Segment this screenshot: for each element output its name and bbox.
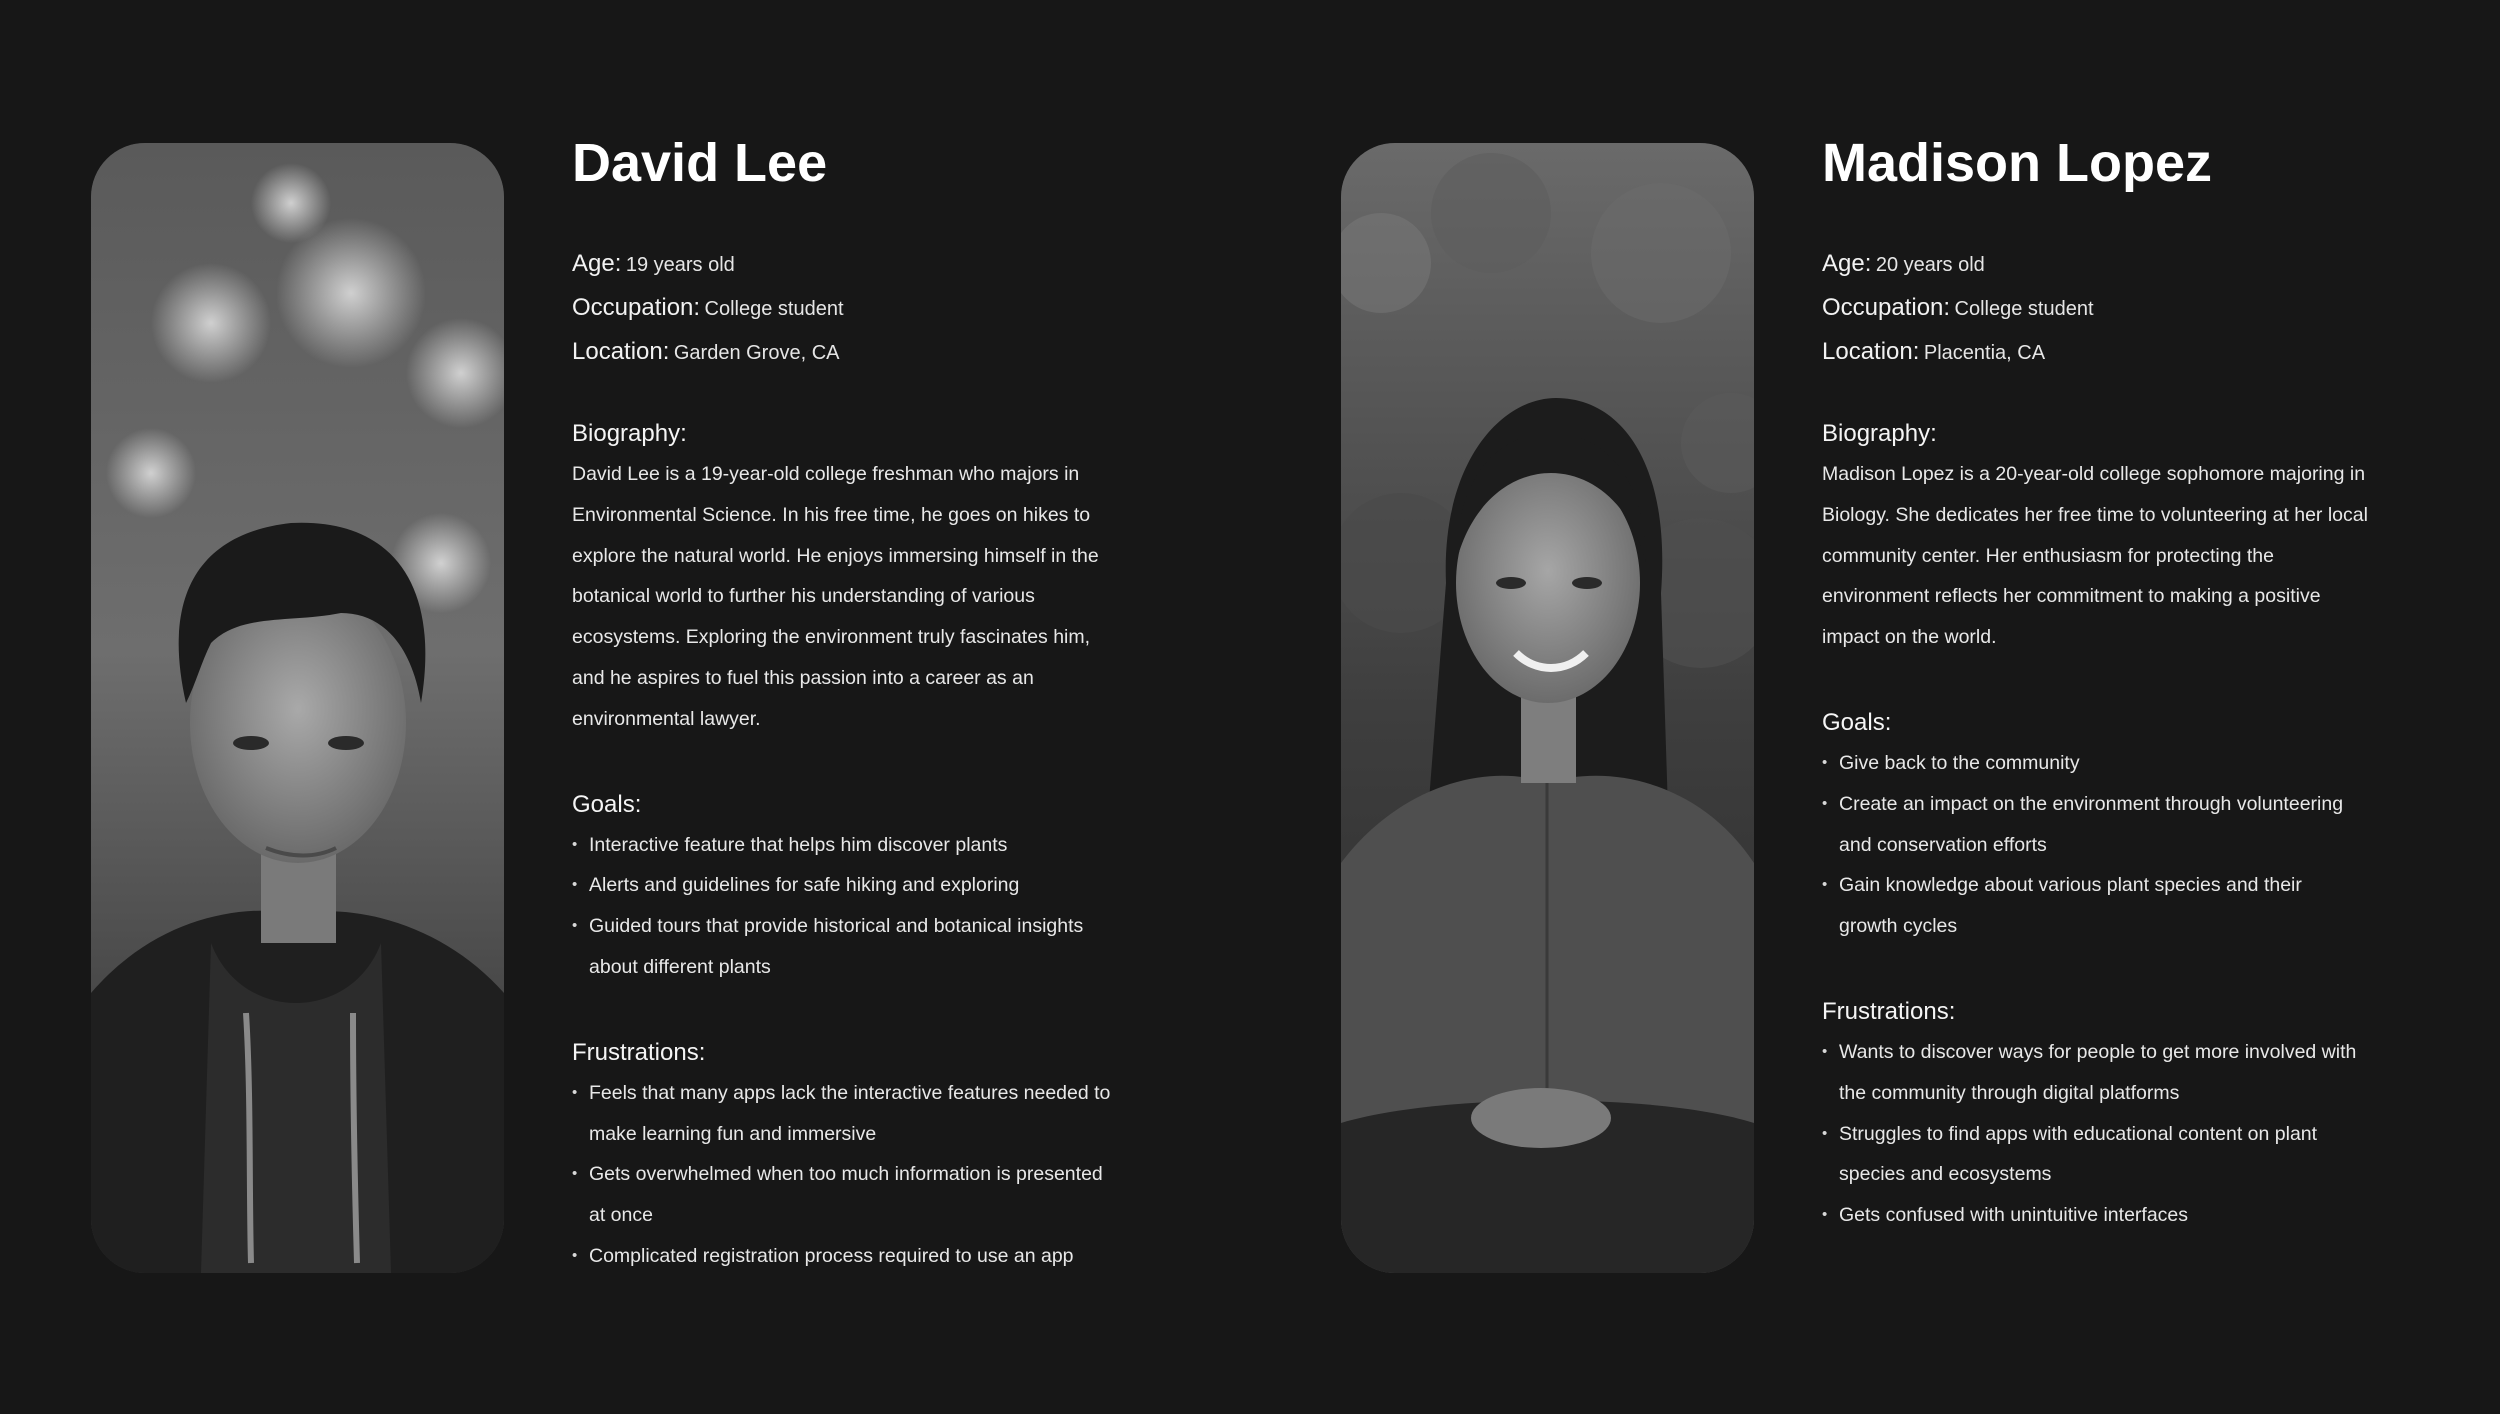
frustration-line: Wants to discover ways for people to get more involved with xyxy=(1839,1040,2357,1063)
goal-line: Alerts and guidelines for safe hiking and exploring xyxy=(589,874,1020,897)
fact-label: Occupation: xyxy=(1822,294,1951,321)
frustration-line: Gets overwhelmed when too much information is presented xyxy=(589,1163,1103,1186)
fact-occupation xyxy=(1822,287,2442,331)
portrait-photo-icon xyxy=(91,143,504,1273)
frustrations-section xyxy=(1822,991,2442,1236)
frustration-item xyxy=(1822,1114,2442,1196)
frustration-line: Gets confused with unintuitive interfaces xyxy=(1839,1204,2189,1227)
portrait-photo-icon xyxy=(1341,143,1754,1273)
frustration-line: make learning fun and immersive xyxy=(589,1122,877,1145)
fact-value: Placentia, CA xyxy=(1923,342,2046,364)
fact-age xyxy=(1822,243,2442,287)
frustrations-title: Frustrations: xyxy=(1822,997,1956,1025)
fact-occupation xyxy=(572,287,1192,331)
goal-line: Guided tours that provide historical and botanical insights xyxy=(589,915,1084,938)
goal-item xyxy=(572,825,1192,866)
frustration-item xyxy=(572,1236,1192,1277)
persona-photo xyxy=(91,143,504,1273)
goals-title: Goals: xyxy=(1822,708,1892,736)
fact-value: College student xyxy=(704,298,844,320)
fact-label: Age: xyxy=(572,250,622,277)
fact-label: Age: xyxy=(1822,250,1872,277)
fact-label: Occupation: xyxy=(572,294,701,321)
fact-value: College student xyxy=(1954,298,2094,320)
goals-list xyxy=(572,825,1192,988)
fact-label: Location: xyxy=(572,338,670,365)
goal-line: Gain knowledge about various plant species and their xyxy=(1839,874,2302,897)
bio-line: explore the natural world. He enjoys immersing himself in the xyxy=(572,544,1099,567)
goals-section xyxy=(1822,702,2442,947)
persona-facts xyxy=(572,243,1192,375)
goal-line: growth cycles xyxy=(1839,915,1958,938)
bio-line: David Lee is a 19-year-old college freshman who majors in xyxy=(572,463,1080,485)
goal-line: Give back to the community xyxy=(1839,751,2080,774)
goal-item xyxy=(1822,743,2442,784)
frustrations-list xyxy=(572,1073,1192,1277)
fact-age xyxy=(572,243,1192,287)
goal-item xyxy=(572,906,1192,988)
frustration-item xyxy=(572,1073,1192,1155)
bio-line: environmental lawyer. xyxy=(572,707,761,730)
goal-line: Interactive feature that helps him discover plants xyxy=(589,833,1008,856)
goals-list xyxy=(1822,743,2442,947)
biography-section xyxy=(572,413,1192,740)
bio-line: community center. Her enthusiasm for protecting the xyxy=(1822,544,2274,567)
persona-info xyxy=(572,125,1192,1277)
persona-name: David Lee xyxy=(572,133,828,193)
frustration-line: the community through digital platforms xyxy=(1839,1081,2180,1104)
goals-title: Goals: xyxy=(572,790,642,818)
biography-title: Biography: xyxy=(1822,420,1937,447)
frustration-item xyxy=(1822,1032,2442,1114)
bio-line: Environmental Science. In his free time, he goes on hikes to xyxy=(572,503,1091,526)
fact-location xyxy=(1822,331,2442,375)
bio-line: botanical world to further his understanding of various xyxy=(572,585,1035,608)
frustration-line: Struggles to find apps with educational content on plant xyxy=(1839,1122,2318,1145)
goal-line: Create an impact on the environment through volunteering xyxy=(1839,792,2344,815)
fact-label: Location: xyxy=(1822,338,1920,365)
frustrations-section xyxy=(572,1032,1192,1277)
biography-text xyxy=(1822,454,2442,658)
persona-card-madison-lopez xyxy=(1250,0,2450,1414)
persona-name: Madison Lopez xyxy=(1822,133,2212,193)
frustrations-list xyxy=(1822,1032,2442,1236)
bio-line: ecosystems. Exploring the environment truly fascinates him, xyxy=(572,626,1091,649)
goal-item xyxy=(1822,784,2442,866)
biography-text xyxy=(572,454,1192,740)
bio-line: Biology. She dedicates her free time to volunteering at her local xyxy=(1822,503,2368,526)
goal-line: about different plants xyxy=(589,955,771,978)
goals-section xyxy=(572,784,1192,988)
frustration-line: species and ecosystems xyxy=(1839,1163,2052,1186)
persona-card-david-lee xyxy=(0,0,1200,1414)
bio-line: Madison Lopez is a 20-year-old college sophomore majoring in xyxy=(1822,463,2366,485)
fact-value: 19 years old xyxy=(625,254,735,276)
persona-photo xyxy=(1341,143,1754,1273)
frustration-line: Complicated registration process required to use an app xyxy=(589,1244,1074,1267)
goal-line: and conservation efforts xyxy=(1839,833,2047,856)
fact-location xyxy=(572,331,1192,375)
bio-line: and he aspires to fuel this passion into a career as an xyxy=(572,666,1034,689)
persona-facts xyxy=(1822,243,2442,375)
bio-line: impact on the world. xyxy=(1822,626,1997,649)
frustration-item xyxy=(1822,1195,2442,1236)
goal-item xyxy=(1822,865,2442,947)
frustration-line: at once xyxy=(589,1204,653,1227)
biography-title: Biography: xyxy=(572,420,687,447)
frustrations-title: Frustrations: xyxy=(572,1038,706,1066)
bio-line: environment reflects her commitment to making a positive xyxy=(1822,585,2321,608)
frustration-line: Feels that many apps lack the interactive features needed to xyxy=(589,1081,1111,1104)
frustration-item xyxy=(572,1154,1192,1236)
fact-value: Garden Grove, CA xyxy=(673,342,840,364)
goal-item xyxy=(572,865,1192,906)
fact-value: 20 years old xyxy=(1875,254,1985,276)
persona-info xyxy=(1822,125,2442,1236)
biography-section xyxy=(1822,413,2442,658)
